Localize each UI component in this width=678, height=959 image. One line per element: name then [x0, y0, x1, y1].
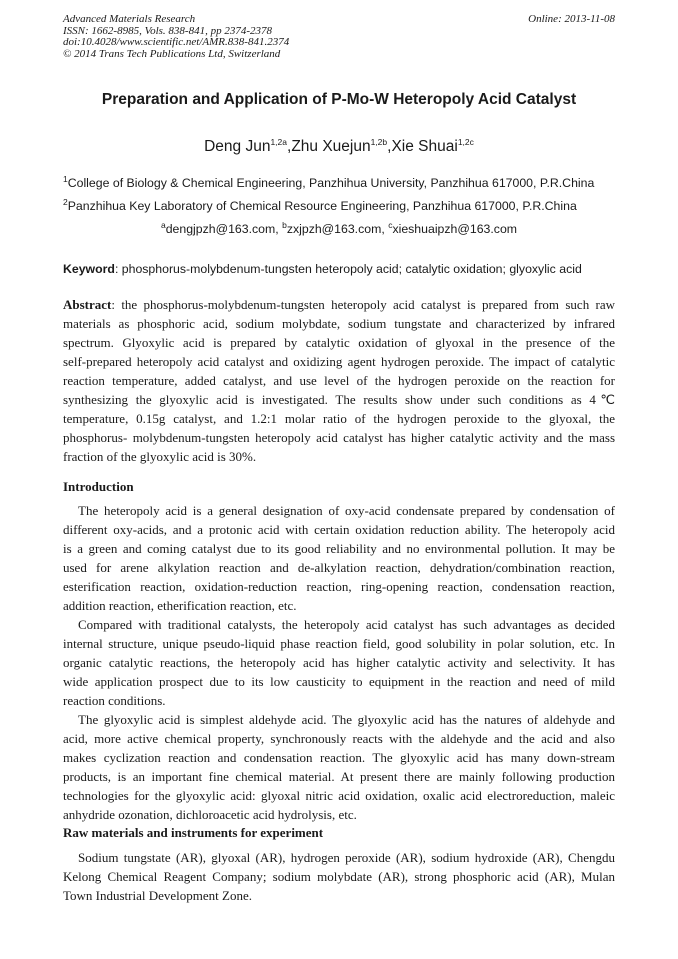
abstract-line: self-prepared heteropoly acid catalyst and oxidizing agent hydrogen peroxide. The impact of catalytic: [63, 354, 615, 369]
body-line: addition reaction, etherification reaction, etc.: [63, 598, 297, 613]
author-affil-mark: 1,2a: [270, 136, 287, 147]
author-affil-mark: 1,2b: [370, 136, 388, 147]
abstract-line: temperature, 0.15g catalyst, and 1.2:1 molar ratio of the hydrogen peroxide to the glyoxal, the: [63, 411, 615, 426]
email-address[interactable]: xieshuaipzh@163.com: [392, 222, 518, 236]
affiliation-2: [63, 196, 577, 213]
keywords: [63, 262, 582, 276]
body-line: anhydride ozonation, dichloroacetic acid hydrolysis, etc.: [63, 807, 357, 822]
abstract-label: Abstract: [63, 297, 112, 312]
abstract-line: reaction temperature, added catalyst, and use level of the hydrogen peroxide on the reaction for: [63, 373, 615, 388]
email-address[interactable]: zxjpzh@163.com: [286, 222, 382, 236]
abstract-line: spectrum. Glyoxylic acid is prepared by catalytic oxidation of glyoxal in the presence of the: [63, 335, 615, 350]
abstract-line: [63, 295, 615, 314]
journal-doi: doi:10.4028/www.scientific.net/AMR.838-841.2374: [63, 36, 290, 49]
journal-copyright: © 2014 Trans Tech Publications Ltd, Switzerland: [63, 47, 281, 60]
author-separator: ,: [387, 138, 392, 155]
abstract-line: phosphorus- molybdenum-tungsten heteropoly acid catalyst has higher catalytic activity and the mass: [63, 430, 615, 445]
body-line: esterification reaction, oxidation-reduction reaction, ring-opening reaction, condensation reaction,: [63, 579, 615, 594]
abstract: [63, 295, 615, 466]
introduction-heading: Introduction: [63, 479, 134, 494]
body-line: wide application prospect due to its low causticity to equipment in the reaction and need of mild: [63, 674, 615, 689]
body-line: Compared with traditional catalysts, the heteropoly acid catalyst has such advantages as decided: [78, 617, 615, 632]
body-line: Sodium tungstate (AR), glyoxal (AR), hydrogen peroxide (AR), sodium hydroxide (AR), Chengdu: [78, 850, 615, 865]
keyword-text: : phosphorus-molybdenum-tungsten heteropoly acid; catalytic oxidation; glyoxylic acid: [114, 262, 582, 276]
body-line: is a green and coming catalyst due to its good reliability and no environmental pollution. It may be: [63, 541, 615, 556]
body-line: technologies for the glyoxylic acid: glyoxal nitric acid oxidation, oxalic acid electroreduction, maleic: [63, 788, 615, 803]
body-line: The heteropoly acid is a general designation of oxy-acid condensate prepared by condensation of: [78, 503, 615, 518]
body-line: internal structure, unique pseudo-liquid phase reaction field, good solubility in polar solution, etc. In: [63, 636, 615, 651]
journal-name: Advanced Materials Research: [63, 13, 196, 25]
abstract-line: materials as phosphoric acid, sodium molybdate, sodium tungstate and characterized by infrared: [63, 316, 615, 331]
author-separator: ,: [287, 138, 292, 155]
body-line: organic catalytic reactions, the heteropoly acid has higher catalytic activity and selectivity. It has: [63, 655, 615, 670]
body-line: Town Industrial Development Zone.: [63, 888, 252, 903]
body-line: The glyoxylic acid is simplest aldehyde acid. The glyoxylic acid has the natures of aldehyde and: [78, 712, 615, 727]
body-line: reaction conditions.: [63, 693, 166, 708]
affiliation-text: College of Biology & Chemical Engineering, Panzhihua University, Panzhihua 617000, P.R.China: [67, 176, 595, 190]
email-mark: b: [282, 219, 287, 230]
email-list: [0, 219, 678, 236]
email-separator: ,: [381, 222, 389, 236]
raw-materials-heading: Raw materials and instruments for experiment: [63, 825, 324, 840]
author-name: Xie Shuai: [391, 138, 458, 155]
affiliation-text: Panzhihua Key Laboratory of Chemical Resource Engineering, Panzhihua 617000, P.R.China: [67, 199, 577, 213]
author-affil-mark: 1,2c: [457, 136, 474, 147]
abstract-text: : the phosphorus-molybdenum-tungsten heteropoly acid catalyst is prepared from such raw: [111, 297, 615, 312]
affiliation-mark: 1: [63, 173, 68, 184]
introduction-body: [63, 501, 615, 824]
journal-issn: ISSN: 1662-8985, Vols. 838-841, pp 2374-2378: [63, 24, 272, 37]
author-list: [0, 138, 678, 156]
email-mark: a: [160, 219, 166, 230]
raw-materials-body: [63, 848, 615, 905]
email-mark: c: [388, 219, 393, 230]
body-line: acid, more active chemical property, synchronously reacts with the aldehyde and the acid and also: [63, 731, 615, 746]
email-separator: ,: [275, 222, 283, 236]
body-line: products, is an important fine chemical material. At present there are mainly following production: [63, 769, 615, 784]
abstract-line: fraction of the glyoxylic acid is 30%.: [63, 449, 257, 464]
body-line: makes cyclization reaction and condensation reaction. The glyoxylic acid has many down-stream: [63, 750, 615, 765]
email-address[interactable]: dengjpzh@163.com: [165, 222, 276, 236]
journal-header: [63, 14, 289, 60]
abstract-line: synthesizing the glyoxylic acid is investigated. The results show under such conditions as 4℃: [63, 392, 615, 407]
body-line: used for arene alkylation reaction and de-alkylation reaction, dehydration/combination reaction,: [63, 560, 615, 575]
body-line: different oxy-acids, and a protonic acid with certain oxidation reduction ability. The heteropoly acid: [63, 522, 615, 537]
affiliation-1: [63, 173, 595, 190]
affiliation-mark: 2: [63, 196, 68, 207]
author-name: Zhu Xuejun: [291, 138, 371, 155]
paper-title: Preparation and Application of P-Mo-W Heteropoly Acid Catalyst: [101, 91, 577, 108]
author-name: Deng Jun: [204, 138, 271, 155]
keyword-label: Keyword: [63, 262, 115, 276]
online-date: Online: 2013-11-08: [528, 13, 615, 25]
body-line: Kelong Chemical Reagent Company; sodium molybdate (AR), strong phosphoric acid (AR), Mulan: [63, 869, 615, 884]
